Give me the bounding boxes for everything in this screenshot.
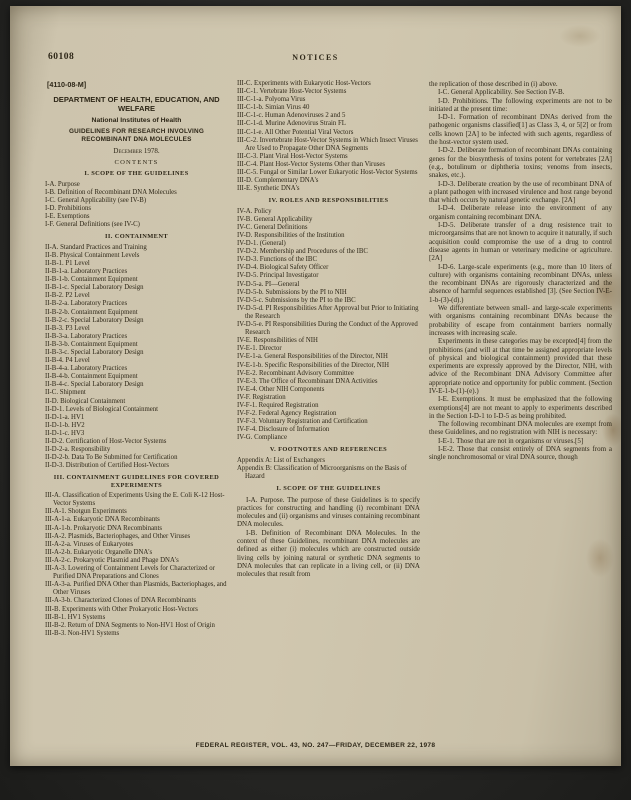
content-line: IV-D-5. Principal Investigator xyxy=(237,272,319,280)
toc-entry: II-B-2-a. Laboratory Practices xyxy=(45,300,128,308)
toc-entry: III-B-2. Return of DNA Segments to Non-HV1 Host of Origin xyxy=(45,621,215,629)
content-line: IV-E-1-b. Specific Responsibilities of the Director, NIH xyxy=(237,361,389,369)
toc-entry: I-E. Exemptions xyxy=(45,213,90,221)
content-line: I-B. Definition of Recombinant DNA Molecules. In the context of these Guidelines, recombinant DNA molecules are defined as either (i) molecules which are constructed outside living cells by joining natural or synthetic DNA segments to DNA molecules that can replicate in a living cell, or (ii) DNA molecules that result from xyxy=(237,528,420,579)
toc-entry: I-F. General Definitions (see IV-C) xyxy=(45,221,140,229)
toc-entry: III-B-1. HV1 Systems xyxy=(45,613,106,621)
toc-entry: II-D-2-a. Responsibility xyxy=(45,446,111,454)
middle-column xyxy=(237,80,420,579)
toc-entry: II-B-3-c. Special Laboratory Design xyxy=(45,348,144,356)
content-line: I-E-2. Those that consist entirely of DNA segments from a single nonchromosomal or viral DNA source, though xyxy=(429,445,612,462)
toc-entry: III-A. Classification of Experiments Using the E. Coli K-12 Host-Vector Systems xyxy=(45,492,225,508)
document-page xyxy=(10,6,621,766)
toc-entry: II-D. Biological Containment xyxy=(45,397,126,405)
content-line: I-D-4. Deliberate release into the environment of any organism containing recombinant DNA. xyxy=(429,204,612,221)
toc-entry: III-B-3. Non-HV1 Systems xyxy=(45,629,120,637)
content-line: IV-E-2. Recombinant Advisory Committee xyxy=(237,369,354,377)
content-line: I-D-6. Large-scale experiments (e.g., more than 10 liters of culture) with organisms containing recombinant DNAs, unless the recombinant DNAs are rigorously characterized and the absence of harmful sequences established [3]. (See Section IV-E-1-b-(3)-(d).) xyxy=(429,262,612,304)
section-heading: I. SCOPE OF THE GUIDELINES xyxy=(84,170,189,178)
content-line: I-D-2. Deliberate formation of recombinant DNAs containing genes for the biosynthesis of toxins potent for vertebrates [2A] (e.g., botulinum or diphtheria toxins; venoms from insects, snakes, etc.). xyxy=(429,146,612,180)
content-list-middle xyxy=(237,80,420,579)
toc-entry: II-B-4-c. Special Laboratory Design xyxy=(45,381,144,389)
content-line: IV-E-4. Other NIH Components xyxy=(237,385,325,393)
content-line: IV-F. Registration xyxy=(237,393,286,401)
content-line: IV-B. General Applicability xyxy=(237,215,313,223)
toc-entry: II-B-3-a. Laboratory Practices xyxy=(45,332,128,340)
toc-entry: III-A-3. Lowering of Containment Levels for Characterized or Purified DNA Preparations and Clones xyxy=(45,565,215,581)
toc-entry: III-A-2-a. Viruses of Eukaryotes xyxy=(45,540,134,548)
toc-entry: III-A-2-c. Prokaryotic Plasmid and Phage DNA's xyxy=(45,556,179,564)
content-line: III-C-1-c. Human Adenoviruses 2 and 5 xyxy=(237,112,346,120)
toc-entry: II-B-1-a. Laboratory Practices xyxy=(45,268,128,276)
content-line: IV-D-3. Functions of the IBC xyxy=(237,256,317,264)
running-head: NOTICES xyxy=(292,53,339,62)
toc-entry: III-A-1. Shotgun Experiments xyxy=(45,508,127,516)
content-line: III-C-1-d. Murine Adenovirus Strain FL xyxy=(237,120,346,128)
toc-entry: III-A-2. Plasmids, Bacteriophages, and Other Viruses xyxy=(45,532,191,540)
toc-entry: II-B-3. P3 Level xyxy=(45,324,90,332)
content-list-right xyxy=(429,80,612,462)
toc-entry: II-B-2. P2 Level xyxy=(45,292,90,300)
section-heading: V. FOOTNOTES AND REFERENCES xyxy=(269,446,388,454)
content-line: We differentiate between small- and large-scale experiments with organisms containing recombinant DNAs because the probability of escape from containment barriers normally increases with increasing scale. xyxy=(429,304,612,337)
toc-entry: III-A-2-b. Eukaryotic Organelle DNA's xyxy=(45,548,153,556)
toc-entry: II-D-2-b. Data To Be Submitted for Certification xyxy=(45,454,178,462)
content-line: IV-E-3. The Office of Recombinant DNA Activities xyxy=(237,377,378,385)
content-line: IV-D-5-b. Submissions by the PI to NIH xyxy=(237,288,347,296)
content-line: III-C. Experiments with Eukaryotic Host-Vectors xyxy=(237,80,371,87)
content-line: III-D. Complementary DNA's xyxy=(237,177,319,185)
content-line: IV-D-4. Biological Safety Officer xyxy=(237,264,329,272)
content-line: Appendix B: Classification of Microorganisms on the Basis of Hazard xyxy=(237,464,407,481)
toc-entry: II-B. Physical Containment Levels xyxy=(45,251,140,259)
document-date: December 1978. xyxy=(113,147,160,156)
content-line: IV-D-2. Membership and Procedures of the IBC xyxy=(237,248,368,256)
content-line: III-C-2. Invertebrate Host-Vector Systems in Which Insect Viruses Are Used to Propagate Other DNA Segments xyxy=(237,136,418,152)
content-line: I-D-5. Deliberate transfer of a drug resistence trait to microorgansims that are not known to acquire it naturally, if such acquisition could compromise the use of a drug to control disease agents in human or veterinary medicine or agriculture. [2A] xyxy=(429,221,612,263)
toc-entry: II-B-1-b. Containment Equipment xyxy=(45,276,138,284)
content-line: IV-F-4. Disclosure of Information xyxy=(237,426,330,434)
content-line: I-A. Purpose. The purpose of these Guidelines is to specify practices for constructing and handling (i) recombinant DNA molecules and (ii) organisms and viruses containing recombinant DNA molecules. xyxy=(237,495,420,529)
content-line: IV-D-5-d. PI Responsibilities After Approval but Prior to Initiating the Research xyxy=(237,304,419,320)
content-line: I-D-3. Deliberate creation by the use of recombinant DNA of a plant pathogen with increased virulence and host range beyond that which occurs by natural genetic exchange. [2A] xyxy=(429,179,612,205)
content-line: III-C-1-e. All Other Potential Viral Vectors xyxy=(237,128,354,136)
content-line: IV-C. General Definitions xyxy=(237,223,308,231)
toc-entry: II-D-1-a. HV1 xyxy=(45,413,85,421)
content-line: IV-E. Responsibilities of NIH xyxy=(237,337,318,345)
document-title: GUIDELINES FOR RESEARCH INVOLVING RECOMBINANT DNA MOLECULES xyxy=(68,128,204,143)
left-column xyxy=(45,80,228,638)
toc-entry: II-B-2-b. Containment Equipment xyxy=(45,308,138,316)
page-header-row xyxy=(10,52,621,64)
toc-entry: II-D-1-b. HV2 xyxy=(45,421,85,429)
content-line: The following recombinant DNA molecules are exempt from these Guidelines, and no registration with NIH is necessary: xyxy=(429,420,612,437)
toc-entry: I-B. Definition of Recombinant DNA Molecules xyxy=(45,188,177,196)
content-line: IV-A. Policy xyxy=(237,207,272,215)
department-title: DEPARTMENT OF HEALTH, EDUCATION, AND WELFARE xyxy=(53,95,220,113)
content-line: I-E-1. Those that are not in organisms or viruses.[5] xyxy=(438,436,584,445)
content-line: IV-D-5-e. PI Responsibilities During the Conduct of the Approved Research xyxy=(237,321,418,337)
toc-entry: III-A-1-b. Prokaryotic DNA Recombinants xyxy=(45,524,163,532)
toc-entry: III-B. Experiments with Other Prokaryotic Host-Vectors xyxy=(45,605,198,613)
toc-entry: II-B-4-b. Containment Equipment xyxy=(45,373,138,381)
content-line: IV-F-3. Voluntary Registration and Certification xyxy=(237,418,368,426)
section-heading: III. CONTAINMENT GUIDELINES FOR COVERED EXPERIMENTS xyxy=(53,474,220,489)
section-heading: II. CONTAINMENT xyxy=(104,233,169,241)
content-line: IV-E-1. Director xyxy=(237,345,282,353)
content-line: Appendix A: List of Exchangers xyxy=(237,456,325,464)
toc-entry: II-B-4-a. Laboratory Practices xyxy=(45,365,128,373)
toc-entry: II-D-2. Certification of Host-Vector Systems xyxy=(45,438,167,445)
content-line: IV-D. Responsibilities of the Institution xyxy=(237,232,345,239)
toc-entry: II-C. Shipment xyxy=(45,389,86,397)
toc-entry: III-A-3-a. Purified DNA Other than Plasmids, Bacteriophages, and Other Viruses xyxy=(45,581,227,597)
content-line: III-C-4. Plant Host-Vector Systems Other than Viruses xyxy=(237,160,386,168)
section-heading: IV. ROLES AND RESPONSIBILITIES xyxy=(268,197,389,205)
toc-entry: II-A. Standard Practices and Training xyxy=(45,243,147,251)
right-column xyxy=(429,80,612,462)
toc-entry: II-B-3-b. Containment Equipment xyxy=(45,340,138,348)
content-line: I-E. Exemptions. It must be emphasized that the following exemptions[4] are not meant to apply to experiments described in the Section I-D-1 to I-D-5 as being prohibited. xyxy=(429,395,612,420)
content-line: III-E. Synthetic DNA's xyxy=(237,185,300,193)
content-line: IV-F-2. Federal Agency Registration xyxy=(237,410,337,418)
content-line: IV-G. Compliance xyxy=(237,434,287,442)
toc-list-left xyxy=(45,170,228,638)
toc-entry: I-A. Purpose xyxy=(45,180,80,188)
toc-entry: II-B-4. P4 Level xyxy=(45,357,90,365)
toc-entry: II-B-2-c. Special Laboratory Design xyxy=(45,316,144,324)
toc-entry: III-A-3-b. Characterized Clones of DNA Recombinants xyxy=(45,597,196,605)
content-line: IV-D-5-c. Submissions by the PI to the IBC xyxy=(237,296,356,304)
content-line: I-C. General Applicability. See Section IV-B. xyxy=(438,88,565,97)
content-line: III-C-1-a. Polyoma Virus xyxy=(237,96,306,104)
content-line: I-D-1. Formation of recombinant DNAs derived from the pathogenic organisms classified[1] as Class 3, 4, or 5[2] or from cells known [2A] to be infected with such agents, regardless of the host-vector system used. xyxy=(429,113,612,147)
content-line: the replication of those described in (i) above. xyxy=(429,80,558,88)
agency-title: National Institutes of Health xyxy=(91,117,182,125)
contents-heading: CONTENTS xyxy=(114,159,159,167)
content-line: IV-F-1. Required Registration xyxy=(237,401,319,409)
content-line: IV-E-1-a. General Responsibilities of the Director, NIH xyxy=(237,353,388,361)
toc-entry: II-B-1. P1 Level xyxy=(45,259,90,267)
toc-entry: III-A-1-a. Eukaryotic DNA Recombinants xyxy=(45,516,160,524)
toc-entry: I-C. General Applicability (see IV-B) xyxy=(45,196,147,204)
content-line: III-C-1. Vertebrate Host-Vector Systems xyxy=(237,88,347,96)
section-heading: I. SCOPE OF THE GUIDELINES xyxy=(276,485,381,493)
content-line: III-C-3. Plant Viral Host-Vector Systems xyxy=(237,152,348,160)
content-line: IV-D-1. (General) xyxy=(237,240,286,248)
page-number: 60108 xyxy=(48,52,75,62)
toc-entry: II-D-1-c. HV3 xyxy=(45,429,85,437)
billing-code: [4110-08-M] xyxy=(47,80,87,89)
content-line: III-C-5. Fungal or Similar Lower Eukaryotic Host-Vector Systems xyxy=(237,169,418,177)
toc-entry: II-D-3. Distribution of Certified Host-Vectors xyxy=(45,462,170,470)
content-line: IV-D-5-a. PI—General xyxy=(237,280,300,288)
content-line: Experiments in these categories may be excepted[4] from the prohibitions (and will at that time be assigned appropriate levels of physical and biological containment) provided that these experiments are expressly approved by the Director, NIH, with advice of the Recombinant DNA Advisory Committee after appropriate notice and opportunity for public comment. (Section IV-E-1-b-(1)-(e).) xyxy=(429,337,612,395)
content-line: I-D. Prohibitions. The following experiments are not to be initiated at the present time: xyxy=(429,96,612,113)
toc-entry: I-D. Prohibitions xyxy=(45,205,92,213)
toc-entry: II-B-1-c. Special Laboratory Design xyxy=(45,284,144,292)
toc-entry: II-D-1. Levels of Biological Containment xyxy=(45,405,159,413)
content-line: III-C-1-b. Simian Virus 40 xyxy=(237,104,310,112)
page-footer: FEDERAL REGISTER, VOL. 43, NO. 247—FRIDAY, DECEMBER 22, 1978 xyxy=(195,742,436,749)
